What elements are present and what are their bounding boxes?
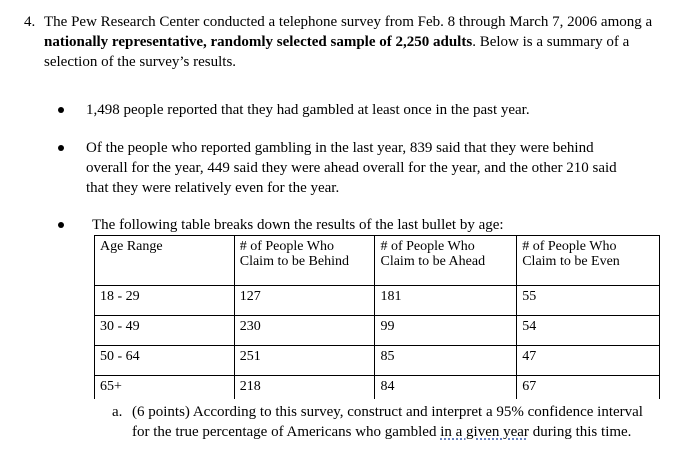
table-cell: 181 xyxy=(375,286,517,316)
table-cell: 18 - 29 xyxy=(95,286,235,316)
bullet-item xyxy=(58,138,631,198)
bullet-dot-icon xyxy=(58,222,64,228)
question-4 xyxy=(24,12,664,72)
table-cell: 65+ xyxy=(95,376,235,400)
table-cell: 127 xyxy=(234,286,375,316)
table-header-row xyxy=(95,236,660,286)
table-row xyxy=(95,286,660,316)
table-cell: 30 - 49 xyxy=(95,316,235,346)
table-cell: 54 xyxy=(517,316,660,346)
bullet-text: Of the people who reported gambling in the last year, 839 said that they were behind overall for the year, 449 said they were ahead overall for the year, and the other 210 said that they were relatively even for the year. xyxy=(86,140,617,196)
results-table xyxy=(94,235,660,399)
bullet-text: The following table breaks down the results of the last bullet by age: xyxy=(92,217,504,233)
question-intro xyxy=(44,12,664,72)
part-a xyxy=(112,402,662,442)
table-cell: 85 xyxy=(375,346,517,376)
intro-text-end: . Below is a summary of a selection of the survey’s results. xyxy=(44,34,630,70)
table-cell: 67 xyxy=(517,376,660,400)
table-cell: 218 xyxy=(234,376,375,400)
bullet-text: 1,498 people reported that they had gambled at least once in the past year. xyxy=(86,102,530,118)
bullet-dot-icon xyxy=(58,107,64,113)
table-cell: 55 xyxy=(517,286,660,316)
table-header-cell: # of People Who Claim to be Ahead xyxy=(375,236,517,286)
part-a-dotted-phrase: in a given year xyxy=(440,424,529,440)
bullet-dot-icon xyxy=(58,145,64,151)
table-header-cell: # of People Who Claim to be Even xyxy=(517,236,660,286)
table-cell: 251 xyxy=(234,346,375,376)
table-cell: 99 xyxy=(375,316,517,346)
part-a-text-end: during this time. xyxy=(528,424,632,440)
table-cell: 47 xyxy=(517,346,660,376)
intro-text-bold: nationally representative, randomly selected sample of 2,250 adults xyxy=(44,34,473,50)
part-a-letter: a. xyxy=(112,404,123,420)
table-row xyxy=(95,316,660,346)
table-cell: 84 xyxy=(375,376,517,400)
table-row xyxy=(95,346,660,376)
table-row xyxy=(95,376,660,400)
bullet-item xyxy=(58,100,631,120)
question-number: 4. xyxy=(24,14,36,30)
table-header-cell: Age Range xyxy=(95,236,235,286)
bullet-item xyxy=(58,215,637,235)
intro-text-start: The Pew Research Center conducted a telephone survey from Feb. 8 through March 7, 2006 among a xyxy=(44,14,653,30)
table-cell: 230 xyxy=(234,316,375,346)
table-cell: 50 - 64 xyxy=(95,346,235,376)
part-a-text xyxy=(132,402,662,442)
table-header-cell: # of People Who Claim to be Behind xyxy=(234,236,375,286)
part-a-text-start: (6 points) According to this survey, construct and interpret a 95% confidence interval for the true percentage of Americans who gambled xyxy=(132,404,643,440)
